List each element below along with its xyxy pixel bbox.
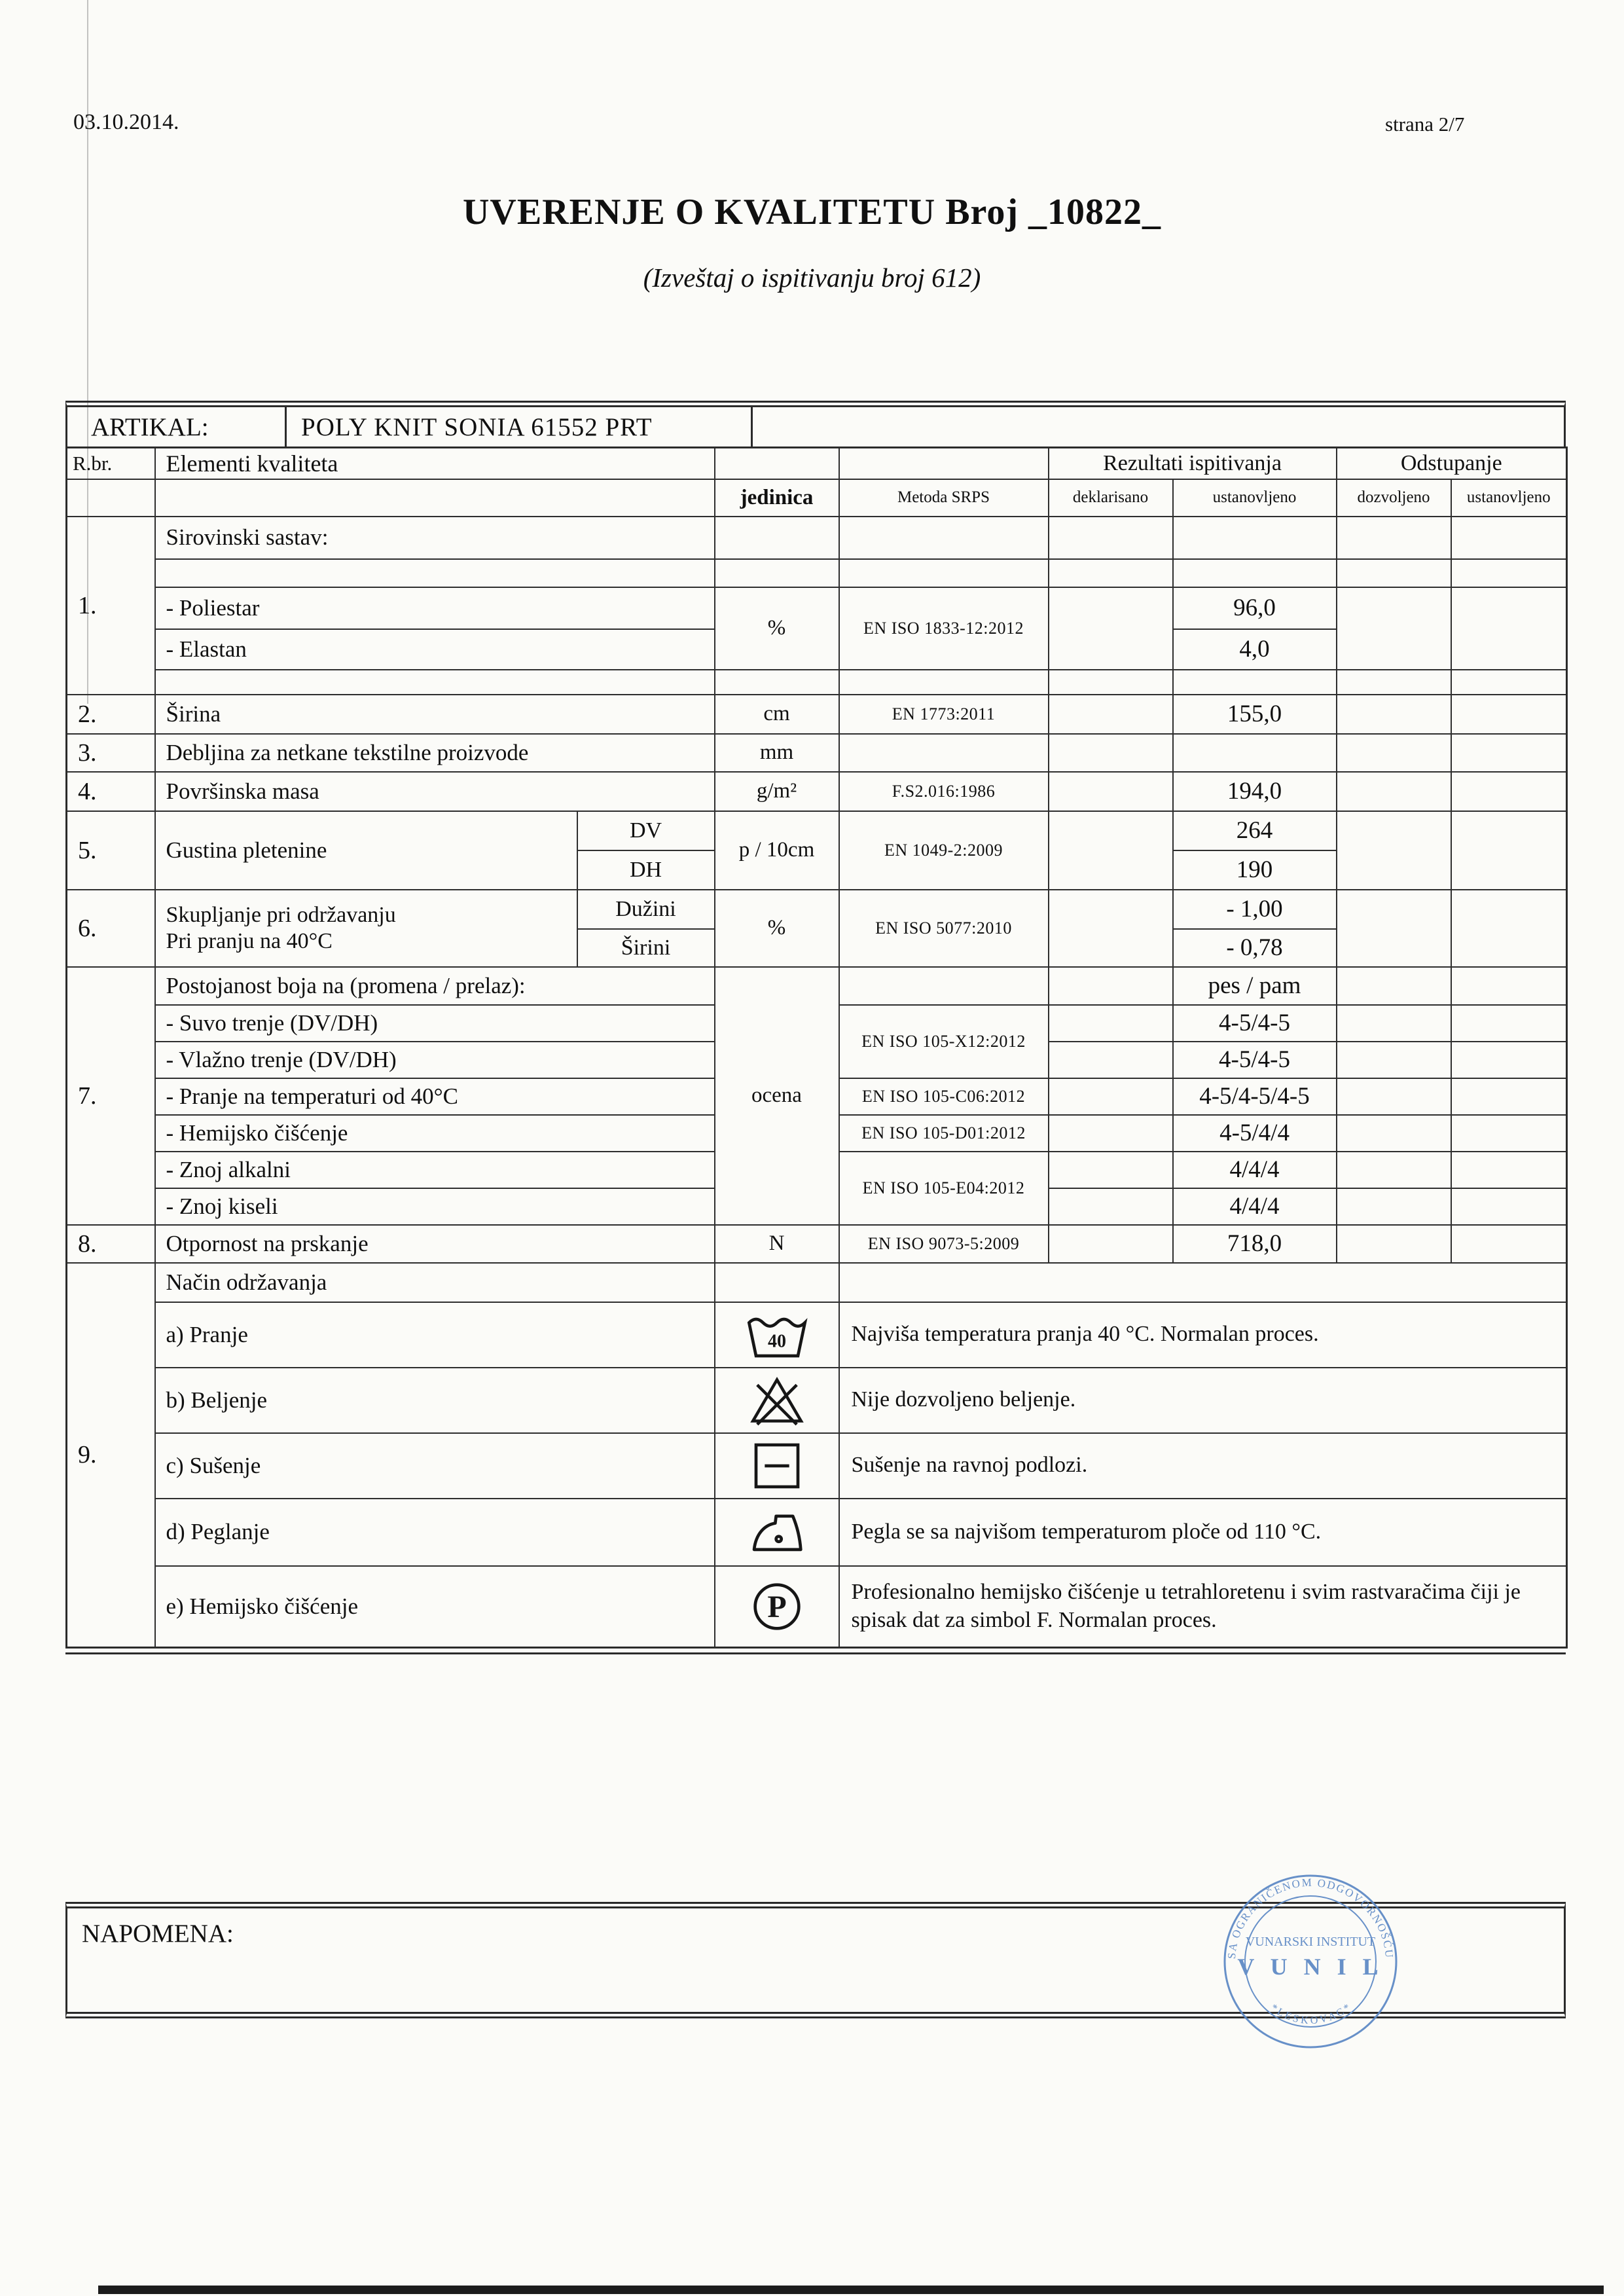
row-7-item-method: EN ISO 105-D01:2012: [839, 1115, 1049, 1152]
header-rbr: R.br.: [67, 448, 155, 479]
header-jedinica: jedinica: [715, 479, 839, 517]
care-description: Nije dozvoljeno beljenje.: [839, 1368, 1567, 1433]
row-9-peglanje: [67, 1499, 1567, 1566]
dry-flat-icon: [751, 1440, 803, 1492]
row-4-value: 194,0: [1173, 772, 1337, 811]
row-9-number: 9.: [67, 1263, 155, 1648]
row-4-label: Površinska masa: [155, 772, 715, 811]
row-9-beljenje: [67, 1368, 1567, 1433]
row-7-item-method: EN ISO 105-C06:2012: [839, 1078, 1049, 1115]
row-5-number: 5.: [67, 811, 155, 890]
row-1-item-label: - Poliestar: [155, 587, 715, 629]
row-8-value: 718,0: [1173, 1225, 1337, 1263]
row-3: [67, 734, 1567, 772]
row-5-unit: p / 10cm: [715, 811, 839, 890]
document-title: UVERENJE O KVALITETU Broj _10822_: [462, 192, 1162, 232]
row-6-duzini: [67, 890, 1567, 929]
row-9-header: [67, 1263, 1567, 1302]
row-1-value: 4,0: [1173, 629, 1337, 670]
row-6-sub-duzini: Dužini: [577, 890, 715, 929]
row-1-item-label: - Elastan: [155, 629, 715, 670]
header-dozvoljeno: dozvoljeno: [1337, 479, 1451, 517]
row-1-unit: %: [715, 587, 839, 670]
row-5-value-dv: 264: [1173, 811, 1337, 850]
row-9-header-label: Način održavanja: [155, 1263, 715, 1302]
stamp-institute-text: VUNARSKI INSTITUT: [1245, 1935, 1376, 1949]
header-ustanovljeno-2: ustanovljeno: [1451, 479, 1567, 517]
dry-clean-p-icon: [751, 1580, 803, 1633]
row-3-number: 3.: [67, 734, 155, 772]
row-7-item-label: - Znoj alkalni: [155, 1152, 715, 1188]
row-3-label: Debljina za netkane tekstilne proizvode: [155, 734, 715, 772]
iron-icon: [749, 1507, 805, 1557]
row-9-susenje: [67, 1433, 1567, 1499]
row-6-value-duzini: - 1,00: [1173, 890, 1337, 929]
row-9-hemijsko-ciscenje: [67, 1566, 1567, 1648]
row-7-item-label: - Vlažno trenje (DV/DH): [155, 1042, 715, 1078]
row-7-header-value: pes / pam: [1173, 967, 1337, 1005]
row-7-item-value: 4-5/4/4: [1173, 1115, 1337, 1152]
row-8-method: EN ISO 9073-5:2009: [839, 1225, 1049, 1263]
row-7-item-value: 4/4/4: [1173, 1152, 1337, 1188]
page-number: strana 2/7: [1385, 113, 1465, 136]
row-7-item-method: EN ISO 105-E04:2012: [839, 1152, 1049, 1225]
table-bottom-rule: [65, 1652, 1566, 1654]
stamp-name-text: V U N I L: [1237, 1954, 1384, 1980]
results-table: [65, 446, 1568, 1649]
care-description: Najviša temperatura pranja 40 °C. Normalan proces.: [839, 1302, 1567, 1368]
row-8: [67, 1225, 1567, 1263]
svg-text:* L E S K O V A C *: [1269, 2002, 1353, 2026]
header-metoda: Metoda SRPS: [839, 479, 1049, 517]
row-7-item-value: 4-5/4-5: [1173, 1005, 1337, 1042]
row-8-unit: N: [715, 1225, 839, 1263]
header-row-1: [67, 448, 1567, 479]
artikal-label: ARTIKAL:: [67, 407, 287, 446]
row-2-number: 2.: [67, 695, 155, 734]
care-label: d) Peglanje: [155, 1499, 715, 1566]
row-spacer: [67, 559, 1567, 587]
row-6-unit: %: [715, 890, 839, 967]
document-date: 03.10.2014.: [73, 110, 179, 134]
header-odstupanje: Odstupanje: [1337, 448, 1567, 479]
header-rezultati: Rezultati ispitivanja: [1049, 448, 1337, 479]
row-6-label-line2: Pri pranju na 40°C: [166, 928, 333, 953]
care-description: Sušenje na ravnoj podlozi.: [839, 1433, 1567, 1499]
row-8-label: Otpornost na prskanje: [155, 1225, 715, 1263]
care-label: b) Beljenje: [155, 1368, 715, 1433]
svg-text:40: 40: [767, 1331, 786, 1352]
row-5-sub-dv: DV: [577, 811, 715, 850]
document-subtitle: (Izveštaj o ispitivanju broj 612): [643, 263, 981, 293]
row-2-unit: cm: [715, 695, 839, 734]
row-6-label: [155, 890, 577, 967]
row-2-value: 155,0: [1173, 695, 1337, 734]
row-6-label-line1: Skupljanje pri održavanju: [166, 903, 396, 928]
row-6-sub-sirini: Širini: [577, 929, 715, 967]
care-description: Pegla se sa najvišom temperaturom ploče od 110 °C.: [839, 1499, 1567, 1566]
row-7-unit: ocena: [715, 967, 839, 1225]
scan-edge-artifact: [98, 2286, 1604, 2294]
row-5-method: EN 1049-2:2009: [839, 811, 1049, 890]
row-9-pranje: [67, 1302, 1567, 1368]
row-7-header-label: Postojanost boja na (promena / prelaz):: [155, 967, 715, 1005]
svg-text:P: P: [767, 1589, 787, 1624]
row-6-value-sirini: - 0,78: [1173, 929, 1337, 967]
row-sirovinski: [67, 517, 1567, 559]
wash-40-icon: [746, 1309, 808, 1361]
row-4-method: F.S2.016:1986: [839, 772, 1049, 811]
row-7-item-label: - Suvo trenje (DV/DH): [155, 1005, 715, 1042]
header-ustanovljeno: ustanovljeno: [1173, 479, 1337, 517]
row-5-value-dh: 190: [1173, 850, 1337, 890]
vunil-stamp: [1212, 1863, 1409, 2060]
row-7-item-method: EN ISO 105-X12:2012: [839, 1005, 1049, 1078]
header-row-2: [67, 479, 1567, 517]
row-1-number: 1.: [67, 517, 155, 695]
stamp-city-text: * L E S K O V A C *: [1268, 2001, 1353, 2027]
sirovinski-label: Sirovinski sastav:: [155, 517, 715, 559]
artikal-row: [65, 401, 1566, 446]
row-2-method: EN 1773:2011: [839, 695, 1049, 734]
row-7-item-value: 4-5/4-5: [1173, 1042, 1337, 1078]
quality-table: [65, 401, 1566, 1654]
row-1-value: 96,0: [1173, 587, 1337, 629]
row-7-number: 7.: [67, 967, 155, 1225]
care-label: c) Sušenje: [155, 1433, 715, 1499]
row-7-item-value: 4/4/4: [1173, 1188, 1337, 1225]
row-6-method: EN ISO 5077:2010: [839, 890, 1049, 967]
stamp-outer-text: SA OGRANIČENOM ODGOVORNOŠĆU: [1225, 1876, 1396, 1959]
row-7-header: [67, 967, 1567, 1005]
row-4-unit: g/m²: [715, 772, 839, 811]
row-5-dv: [67, 811, 1567, 850]
row-3-unit: mm: [715, 734, 839, 772]
header-deklarisano: deklarisano: [1049, 479, 1173, 517]
row-2: [67, 695, 1567, 734]
row-4: [67, 772, 1567, 811]
row-7-item-label: - Pranje na temperaturi od 40°C: [155, 1078, 715, 1115]
row-7-item-label: - Znoj kiseli: [155, 1188, 715, 1225]
care-description: Profesionalno hemijsko čišćenje u tetrahloretenu i svim rastvaračima čiji je spisak dat za simbol F. Normalan proces.: [839, 1566, 1567, 1648]
care-label: a) Pranje: [155, 1302, 715, 1368]
row-spacer: [67, 670, 1567, 695]
care-label: e) Hemijsko čišćenje: [155, 1566, 715, 1648]
row-4-number: 4.: [67, 772, 155, 811]
row-5-sub-dh: DH: [577, 850, 715, 890]
row-2-label: Širina: [155, 695, 715, 734]
row-1-poliestar: [67, 587, 1567, 629]
row-7-item-value: 4-5/4-5/4-5: [1173, 1078, 1337, 1115]
header-elementi: Elementi kvaliteta: [155, 448, 715, 479]
row-6-number: 6.: [67, 890, 155, 967]
napomena-label: NAPOMENA:: [82, 1920, 234, 1948]
artikal-value: POLY KNIT SONIA 61552 PRT: [287, 407, 753, 446]
row-5-label: Gustina pletenine: [155, 811, 577, 890]
do-not-bleach-icon: [749, 1374, 804, 1427]
row-1-method: EN ISO 1833-12:2012: [839, 587, 1049, 670]
row-7-item-label: - Hemijsko čišćenje: [155, 1115, 715, 1152]
row-8-number: 8.: [67, 1225, 155, 1263]
